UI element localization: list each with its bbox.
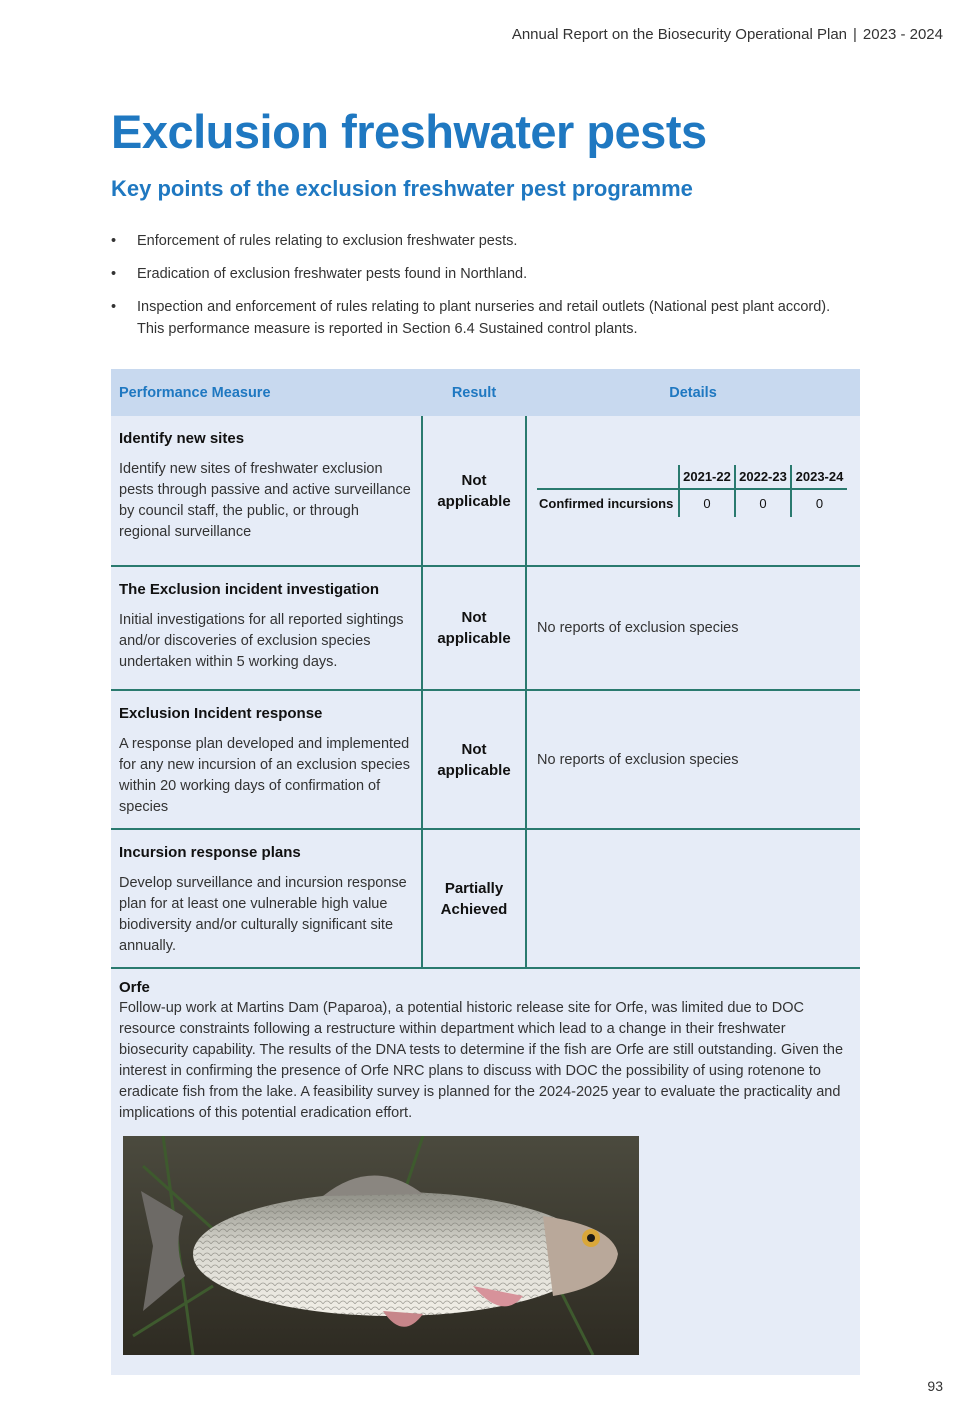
page-number: 93	[927, 1378, 943, 1394]
measure-cell	[111, 416, 422, 566]
measure-title: Incursion response plans	[119, 844, 301, 861]
incursions-table	[537, 465, 847, 517]
measure-cell	[111, 690, 422, 829]
performance-table	[111, 369, 860, 969]
measure-description: Initial investigations for all reported sightings and/or discoveries of exclusion species undertaken within 5 working days.	[119, 612, 404, 670]
incursions-value: 0	[735, 489, 791, 517]
measure-title: The Exclusion incident investigation	[119, 581, 380, 598]
key-point-item: • Enforcement of rules relating to exclusion freshwater pests.	[111, 230, 861, 252]
orfe-text: Follow-up work at Martins Dam (Paparoa), a potential historic release site for Orfe, was limited due to DOC resource constraints following a restructure within department which lead to a change in their freshwater biosecurity capability. The results of the DNA tests to determine if the fish are Orfe are still outstanding. Given the interest in confirming the presence of Orfe NRC plans to discuss with DOC the possibility of using rotenone to eradicate fish from the lake. A feasibility survey is planned for the 2024-2025 year to evaluate the practicality and implications of this potential eradication effort.	[119, 1000, 844, 1121]
orfe-fish-photo	[123, 1136, 639, 1355]
incursions-value-row	[537, 489, 847, 517]
incursions-year: 2023-24	[791, 465, 847, 489]
measure-title: Identify new sites	[119, 430, 245, 447]
table-header-row	[111, 369, 860, 416]
incursions-value: 0	[791, 489, 847, 517]
key-points-list	[111, 230, 861, 351]
report-title: Annual Report on the Biosecurity Operational Plan	[511, 26, 848, 43]
incursions-label: Confirmed incursions	[539, 495, 674, 511]
measure-description: A response plan developed and implemented for any new incursion of an exclusion species within 20 working days of confirmation of species	[119, 736, 410, 815]
report-years: 2023 - 2024	[862, 26, 943, 43]
orfe-section	[111, 969, 860, 1375]
details-cell	[526, 829, 860, 968]
header-result: Result	[422, 369, 526, 416]
running-header	[512, 26, 943, 43]
key-point-item: • Inspection and enforcement of rules relating to plant nurseries and retail outlets (National pest plant accord). This performance measure is reported in Section 6.4 Sustained control plants.	[111, 296, 861, 340]
measure-title: Exclusion Incident response	[119, 705, 323, 722]
table-row	[111, 690, 860, 829]
measure-cell	[111, 829, 422, 968]
result-cell: Not applicable	[422, 566, 526, 690]
incursions-value: 0	[679, 489, 735, 517]
section-subtitle: Key points of the exclusion freshwater pest programme	[111, 176, 693, 201]
measure-description: Identify new sites of freshwater exclusion pests through passive and active surveillance by council staff, the public, or through regional surveillance	[119, 461, 411, 540]
measure-description: Develop surveillance and incursion response plan for at least one vulnerable high value biodiversity and/or culturally significant site annually.	[119, 875, 407, 954]
table-row	[111, 829, 860, 968]
incursions-year: 2021-22	[679, 465, 735, 489]
details-cell: No reports of exclusion species	[526, 566, 860, 690]
measure-cell	[111, 566, 422, 690]
header-separator: |	[853, 26, 857, 43]
table-row	[111, 566, 860, 690]
incursions-header-row	[537, 465, 847, 489]
details-cell: No reports of exclusion species	[526, 690, 860, 829]
page-title: Exclusion freshwater pests	[111, 105, 707, 158]
details-cell	[526, 416, 860, 566]
result-cell: Partially Achieved	[422, 829, 526, 968]
table-row	[111, 416, 860, 566]
incursions-year: 2022-23	[735, 465, 791, 489]
header-details: Details	[526, 369, 860, 416]
result-cell: Not applicable	[422, 416, 526, 566]
key-point-item: • Eradication of exclusion freshwater pests found in Northland.	[111, 263, 861, 285]
orfe-title: Orfe	[119, 979, 150, 996]
performance-table-wrapper	[111, 369, 860, 1375]
header-performance-measure: Performance Measure	[111, 369, 422, 416]
result-cell: Not applicable	[422, 690, 526, 829]
incursions-header-blank	[537, 465, 679, 489]
